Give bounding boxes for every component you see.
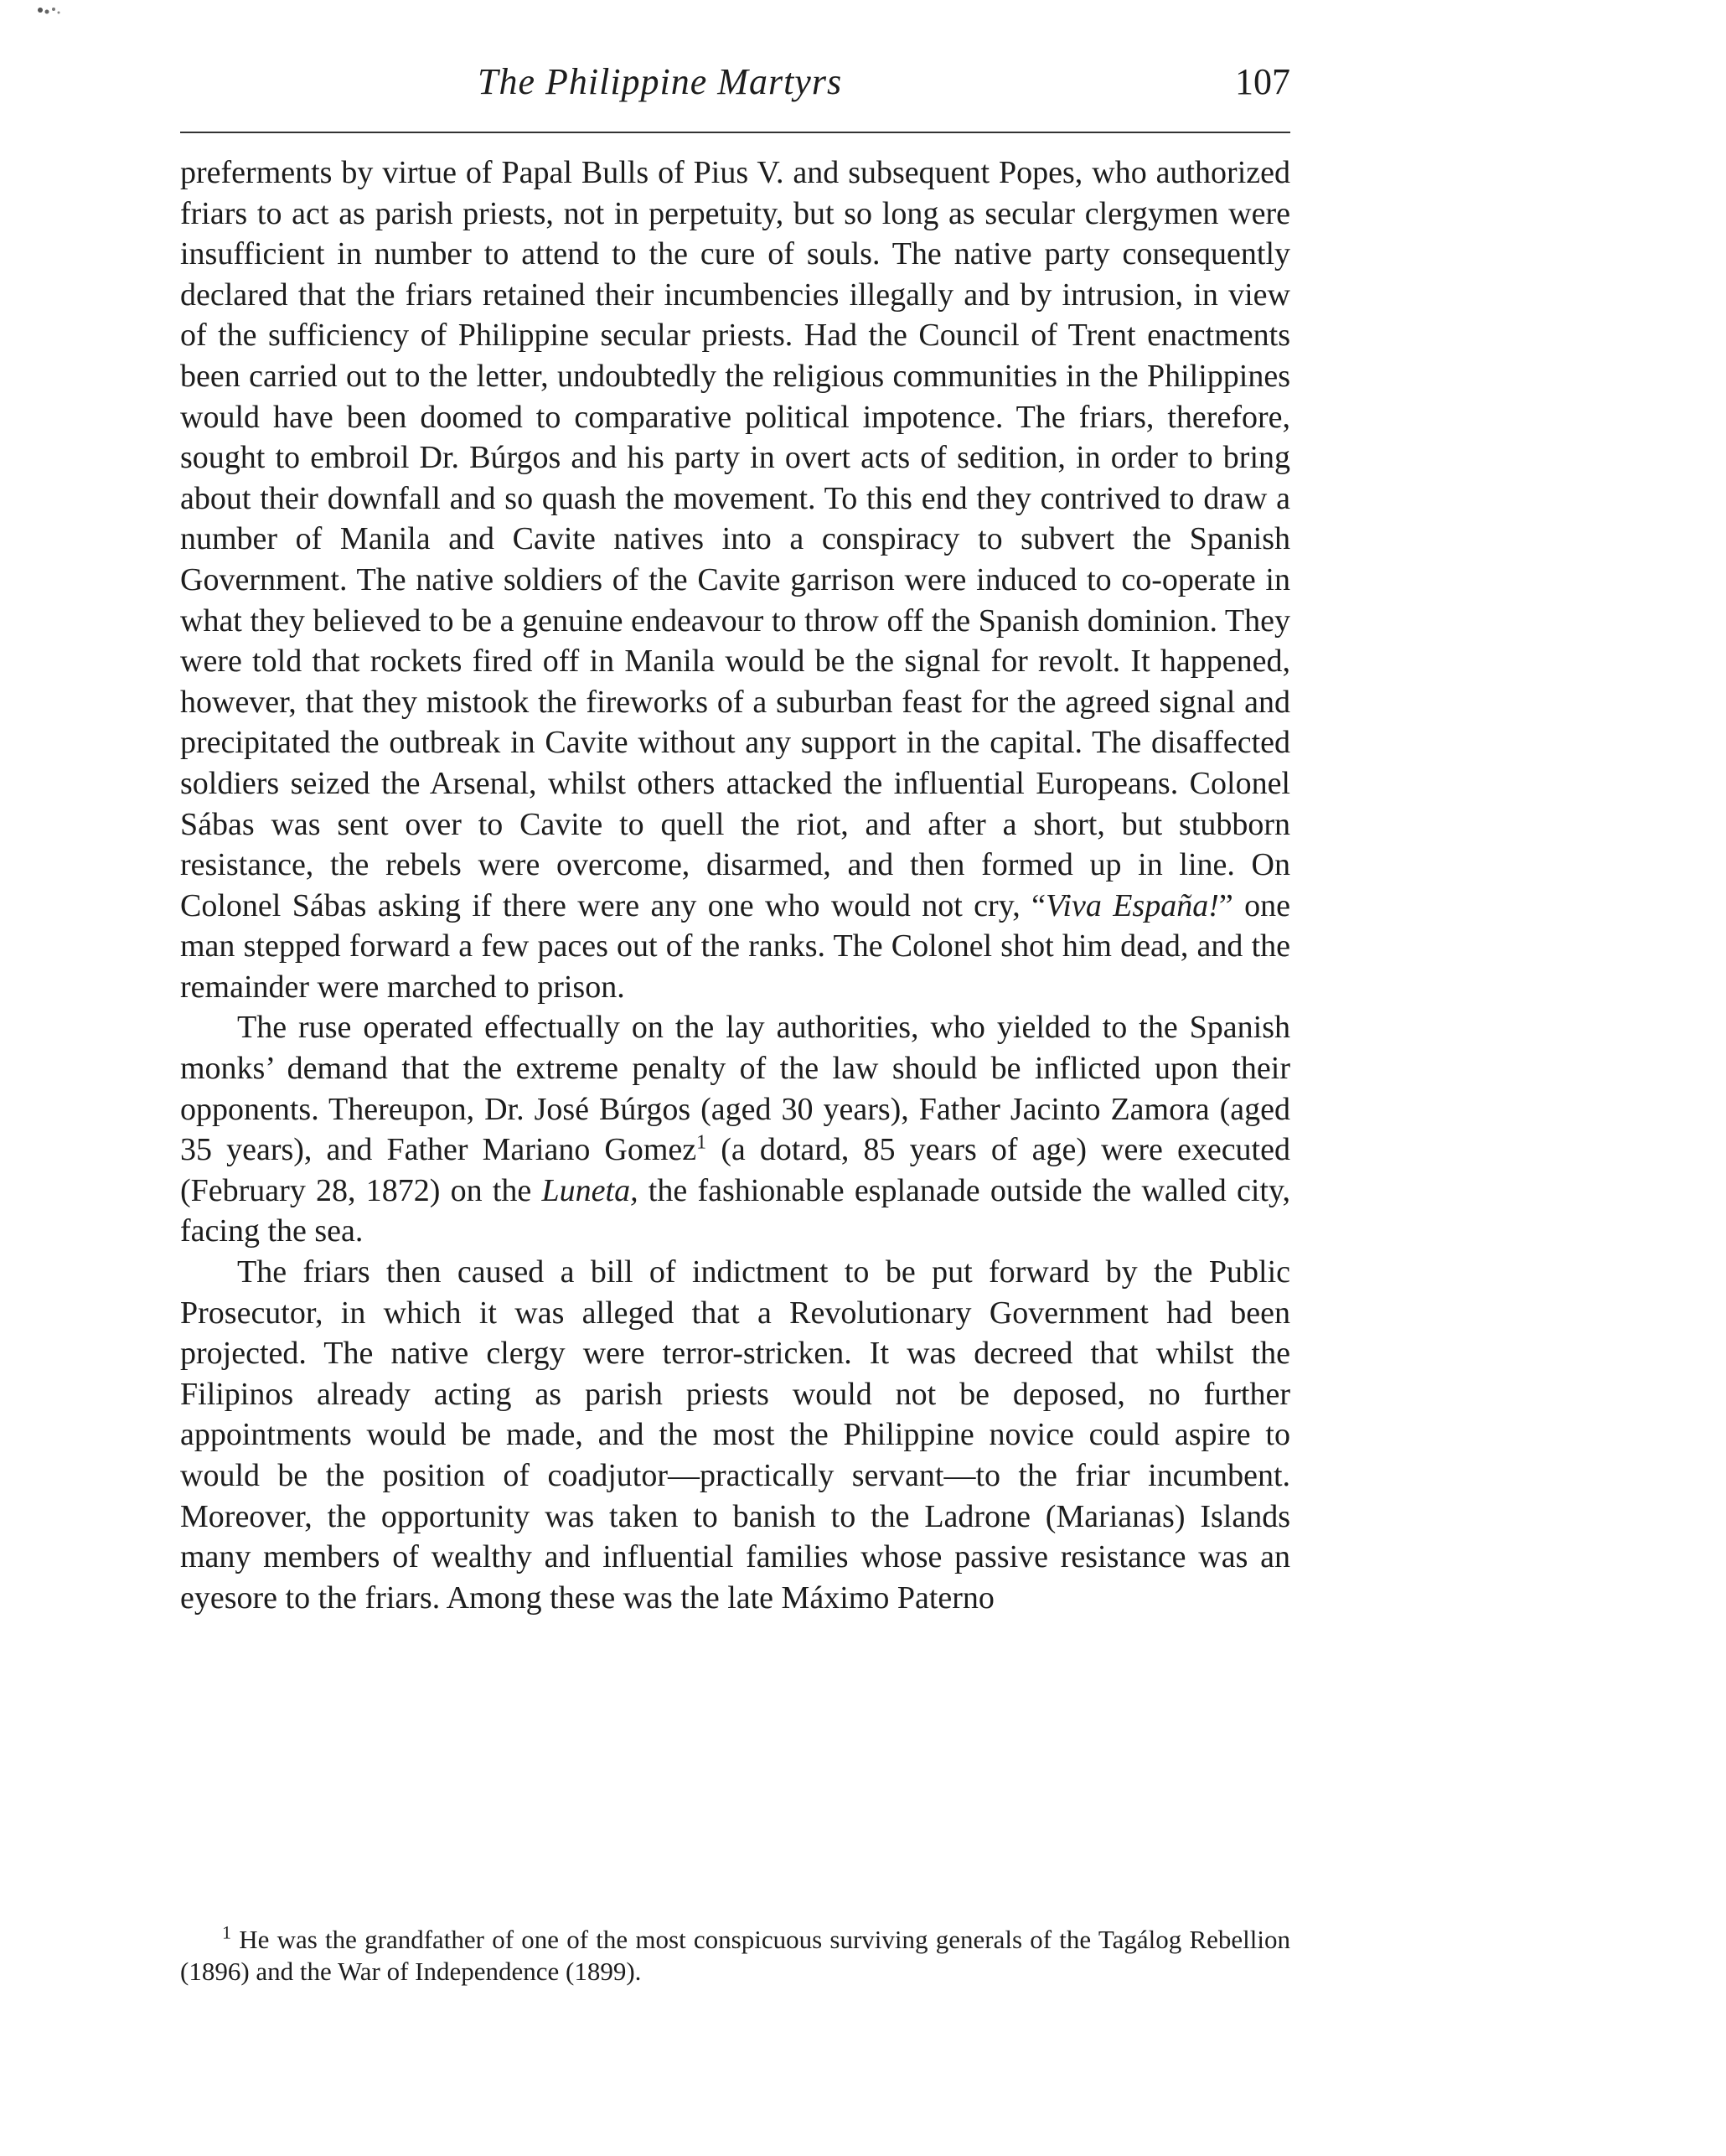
header-rule — [180, 132, 1290, 133]
page-header — [180, 60, 1290, 121]
footnote-marker: 1 — [222, 1921, 231, 1943]
paragraph-1-text: preferments by virtue of Papal Bulls of Pius V. and subsequent Popes, who authorized friars to act as parish priests, not in perpetuity, but so long as secular clergymen were insufficient in number to attend to the cure of souls. The native party consequently declared that the friars retained their incumbencies illegally and by intrusion, in view of the sufficiency of Philippine secular priests. Had the Council of Trent enactments been carried out to the letter, undoubtedly the religious communities in the Philippines would have been doomed to comparative political impotence. The friars, therefore, sought to embroil Dr. Búrgos and his party in overt acts of sedition, in order to bring about their downfall and so quash the movement. To this end they contrived to draw a number of Manila and Cavite natives into a conspiracy to subvert the Spanish Government. The native soldiers of the Cavite garrison were induced to co-operate in what they believed to be a genuine endeavour to throw off the Spanish dominion. They were told that rockets fired off in Manila would be the signal for revolt. It happened, however, that they mistook the fireworks of a suburban feast for the agreed signal and precipitated the outbreak in Cavite without any support in the capital. The disaffected soldiers seized the Arsenal, whilst others attacked the influential Europeans. Colonel Sábas was sent over to Cavite to quell the riot, and after a short, but stubborn resistance, the rebels were overcome, disarmed, and then formed up in line. On Colonel Sábas asking if there were any one who would not cry, “ — [180, 155, 1290, 923]
paragraph-2-end: the fashionable esplanade outside the walled city, facing the sea. — [180, 1172, 1290, 1249]
footnote-text: He was the grandfather of one of the most conspicuous surviving generals of the Tagálog Rebellion (1896) and the War of Independence (1899). — [180, 1925, 1290, 1986]
paragraph-3-text: The friars then caused a bill of indictment to be put forward by the Public Prosecutor, in which it was alleged that a Revolutionary Government had been projected. The native clergy were terror-stricken. It was decreed that whilst the Filipinos already acting as parish priests would not be deposed, no further appointments would be made, and the most the Philippine novice could aspire to would be the position of coadjutor—practically servant—to the friar incumbent. Moreover, the opportunity was taken to banish to the Ladrone (Marianas) Islands many members of wealthy and influential families whose passive resistance was an eyesore to the friars. Among these was the late Máximo Paterno — [180, 1254, 1290, 1616]
running-title: The Philippine Martyrs — [478, 61, 843, 102]
page-number: 107 — [1235, 61, 1290, 102]
footnote-reference: 1 — [696, 1131, 707, 1154]
paragraph-2-start: The ruse operated effectually on the lay authorities, who yielded to the Spanish monks’ demand that the extreme penalty of the law should be inflicted upon their opponents. Thereupon, Dr. José Búrgos (aged 30 years), Father Jacinto Zamora (aged 35 years), and Father Mariano Gomez — [180, 1010, 1290, 1168]
body-text — [180, 153, 1290, 1618]
print-speck-marks — [34, 5, 117, 22]
footnote — [180, 1921, 1290, 1988]
paragraph-3 — [180, 1252, 1290, 1618]
paragraph-1 — [180, 153, 1290, 1007]
paragraph-2 — [180, 1007, 1290, 1252]
paragraph-1-end: ” one man stepped forward a few paces out of the ranks. The Colonel shot him dead, and the remainder were marched to prison. — [180, 887, 1290, 1005]
paragraph-2-mid: (a dotard, 85 years of age) were executed (February 28, 1872) on the — [180, 1132, 1290, 1208]
paragraph-2-italic: Luneta, — [541, 1172, 638, 1208]
paragraph-1-italic: Viva España! — [1046, 887, 1219, 923]
